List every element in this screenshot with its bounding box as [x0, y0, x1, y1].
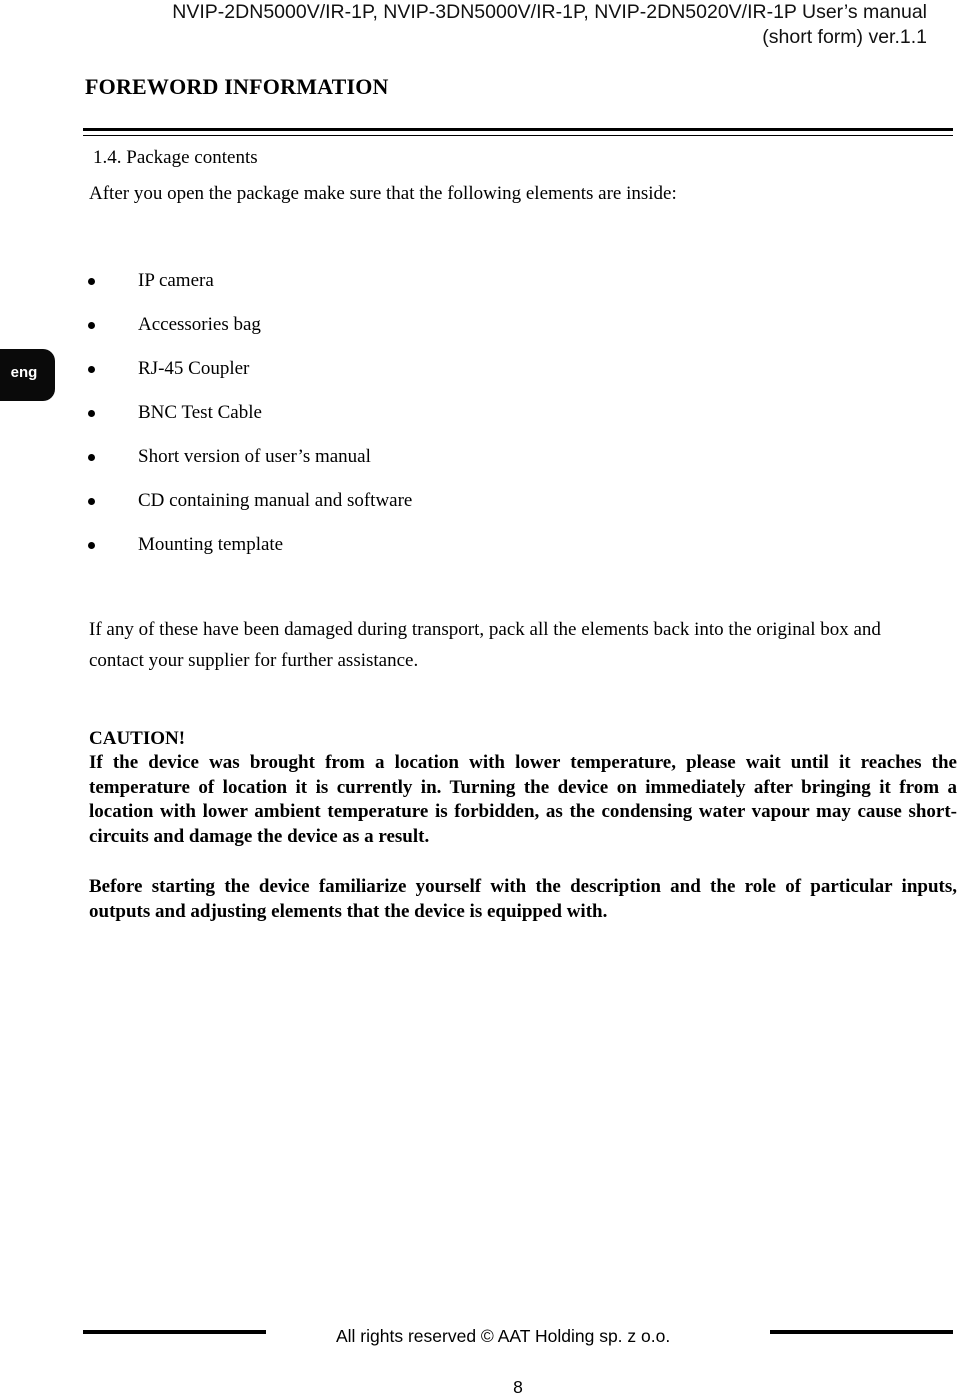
bullet-icon: [88, 410, 95, 417]
footer-rule-right: [770, 1330, 953, 1334]
section-title: FOREWORD INFORMATION: [85, 74, 389, 99]
familiarize-paragraph: Before starting the device familiarize yourself with the description and the role of particular inputs, outputs and adjusting elements that the device is equipped with.: [89, 876, 957, 922]
list-item-label: Short version of user’s manual: [138, 446, 371, 467]
damage-note-paragraph: If any of these have been damaged during transport, pack all the elements back into the original box and contact your supplier for further assistance.: [89, 619, 881, 671]
header-rule-thick: [83, 128, 953, 131]
bullet-icon: [88, 542, 95, 549]
page-number: 8: [513, 1377, 523, 1397]
bullet-icon: [88, 498, 95, 505]
manual-header-version: (short form) ver.1.1: [762, 26, 927, 48]
list-item-label: IP camera: [138, 270, 214, 291]
caution-paragraph: If the device was brought from a location with lower temperature, please wait until it reaches the temperature of location it is currently in. Turning the device on immediately after bringing it from a location with lower ambient temperature is forbidden, as the condensing water vapour may cause short-circuits and damage the device as a result.: [89, 752, 957, 847]
intro-paragraph: After you open the package make sure that the following elements are inside:: [89, 183, 677, 204]
list-item-label: CD containing manual and software: [138, 490, 413, 511]
bullet-icon: [88, 278, 95, 285]
language-label: eng: [10, 364, 38, 381]
bullet-icon: [88, 366, 95, 373]
list-item-label: RJ-45 Coupler: [138, 358, 250, 379]
list-item-label: Accessories bag: [138, 314, 261, 335]
bullet-icon: [88, 322, 95, 329]
caution-heading: CAUTION!: [89, 728, 186, 749]
language-tab: [0, 349, 55, 401]
list-item-label: BNC Test Cable: [138, 402, 262, 423]
list-item-label: Mounting template: [138, 534, 284, 555]
footer-rule-left: [83, 1330, 266, 1334]
bullet-icon: [88, 454, 95, 461]
manual-header-title: NVIP-2DN5000V/IR-1P, NVIP-3DN5000V/IR-1P, NVIP-2DN5020V/IR-1P User’s manual: [172, 1, 927, 23]
footer-copyright: All rights reserved © AAT Holding sp. z o.o.: [336, 1326, 671, 1346]
subsection-heading: 1.4. Package contents: [93, 147, 258, 168]
header-rule-thin: [83, 135, 953, 136]
